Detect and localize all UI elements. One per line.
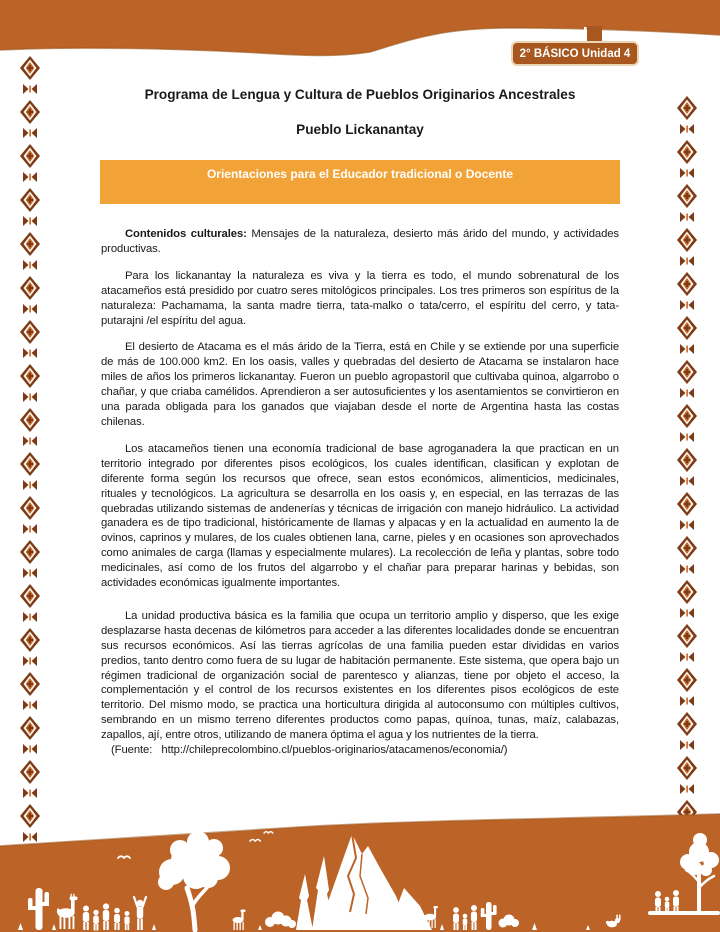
orientation-banner — [100, 160, 620, 204]
desert-landscape-illustration — [0, 810, 720, 932]
document-body — [101, 227, 619, 770]
unit-badge-label: 2° BÁSICO Unidad 4 — [519, 47, 631, 60]
paragraph-cultural-contents — [101, 227, 619, 257]
badge-notch — [584, 27, 587, 37]
cultural-contents-lead: Contenidos culturales: — [125, 228, 247, 240]
header — [101, 86, 619, 139]
unit-badge — [511, 41, 639, 66]
page-title: Programa de Lengua y Cultura de Pueblos Originarios Ancestrales — [144, 87, 576, 102]
cultural-contents-rest: Mensajes de la naturaleza, desierto más árido del mundo, y actividades productivas. — [101, 228, 619, 255]
orientation-banner-label: Orientaciones para el Educador tradicional o Docente — [206, 167, 514, 181]
paragraph-economy: Los atacameños tienen una economía tradicional de base agroganadera la que practican en un territorio integrado por diferentes pisos ecológicos, los cuales identifican, clasifican y explotan de diferente forma según los recursos que ofrece, sean estos económicos, alimenticios, medicinales, rituales y tecnológicos. La agricultura se desarrolla en los oasis y, en especial, en las terrazas de las quebradas utilizando sistemas de andenerías y técnicas de irrigación con manejo hidráulico. La actividad ganadera es de tipo tradicional, históricamente de llamas y alpacas y en la actualidad en aumento la de ovinos, caprinos y mulares, de los cuales obtienen lana, carne, pieles y en ocasiones son aprovechados como animales de carga (llamas y especialmente mulares). La recolección de leña y plantas, sobre todo medicinales, así como de los frutos del algarrobo y el chañar para preparar harinas y bebidas, son actividades económicas igualmente importantes. — [101, 442, 619, 590]
paragraph-family-unit: La unidad productiva básica es la familia que ocupa un territorio amplio y disperso, que les exige desplazarse hasta decenas de kilómetros para acceder a las diferentes localidades donde se encuentran sus recursos económicos. Así las tierras agrícolas de una familia pueden estar divididas en varios predios, tanto dentro como fuera de su lugar de habitación permanente. Este sistema, que opera bajo un régimen tradicional de organización social de parentesco y alianzas, tiene por objeto el acceso, la complementación y el control de los recursos existentes en los diferentes pisos ecológicos de este territorio. Del mismo modo, se practica una horticultura dirigida al autoconsumo con múltiples cultivos, sembrando en un mismo terreno diferentes productos como papas, quínoa, tunas, maíz, calabazas, zapallos, ají, entre otros, utilizando de manera óptima el agua y los nutrientes de la tierra. — [101, 609, 619, 742]
page-subtitle: Pueblo Lickanantay — [296, 122, 424, 137]
paragraph-nature: Para los lickanantay la naturaleza es viva y la tierra es todo, el mundo sobrenatural de los atacameños está presidido por cuatro seres mitológicos principales. Los tres primeros son espíritus de la naturaleza: Pachamama, la santa madre tierra, tata-malko o tata/cerro, el espíritu del cerro, y tata-putarajni /el espíritu del agua. — [101, 269, 619, 327]
andean-pattern-left-border-icon — [19, 55, 41, 845]
paragraph-desert: El desierto de Atacama es el más árido de la Tierra, está en Chile y se extiende por una superficie de más de 100.000 km2. En los oasis, valles y quebradas del desierto de Atacama se instalaron hace miles de años los primeros lickanantay. Fueron un pueblo agropastoril que cultivaba quinoa, algarrobo o chañar, y que criaba camélidos. Aprendieron a ser autosuficientes y los asentamientos se convirtieron en una parada obligada para los ganados que viajaban desde el norte de Argentina hasta las costas chilenas. — [101, 341, 619, 428]
source-reference: (Fuente: http://chileprecolombino.cl/pueblos-originarios/atacamenos/economia/) — [111, 744, 508, 757]
andean-pattern-right-border-icon — [676, 95, 698, 818]
